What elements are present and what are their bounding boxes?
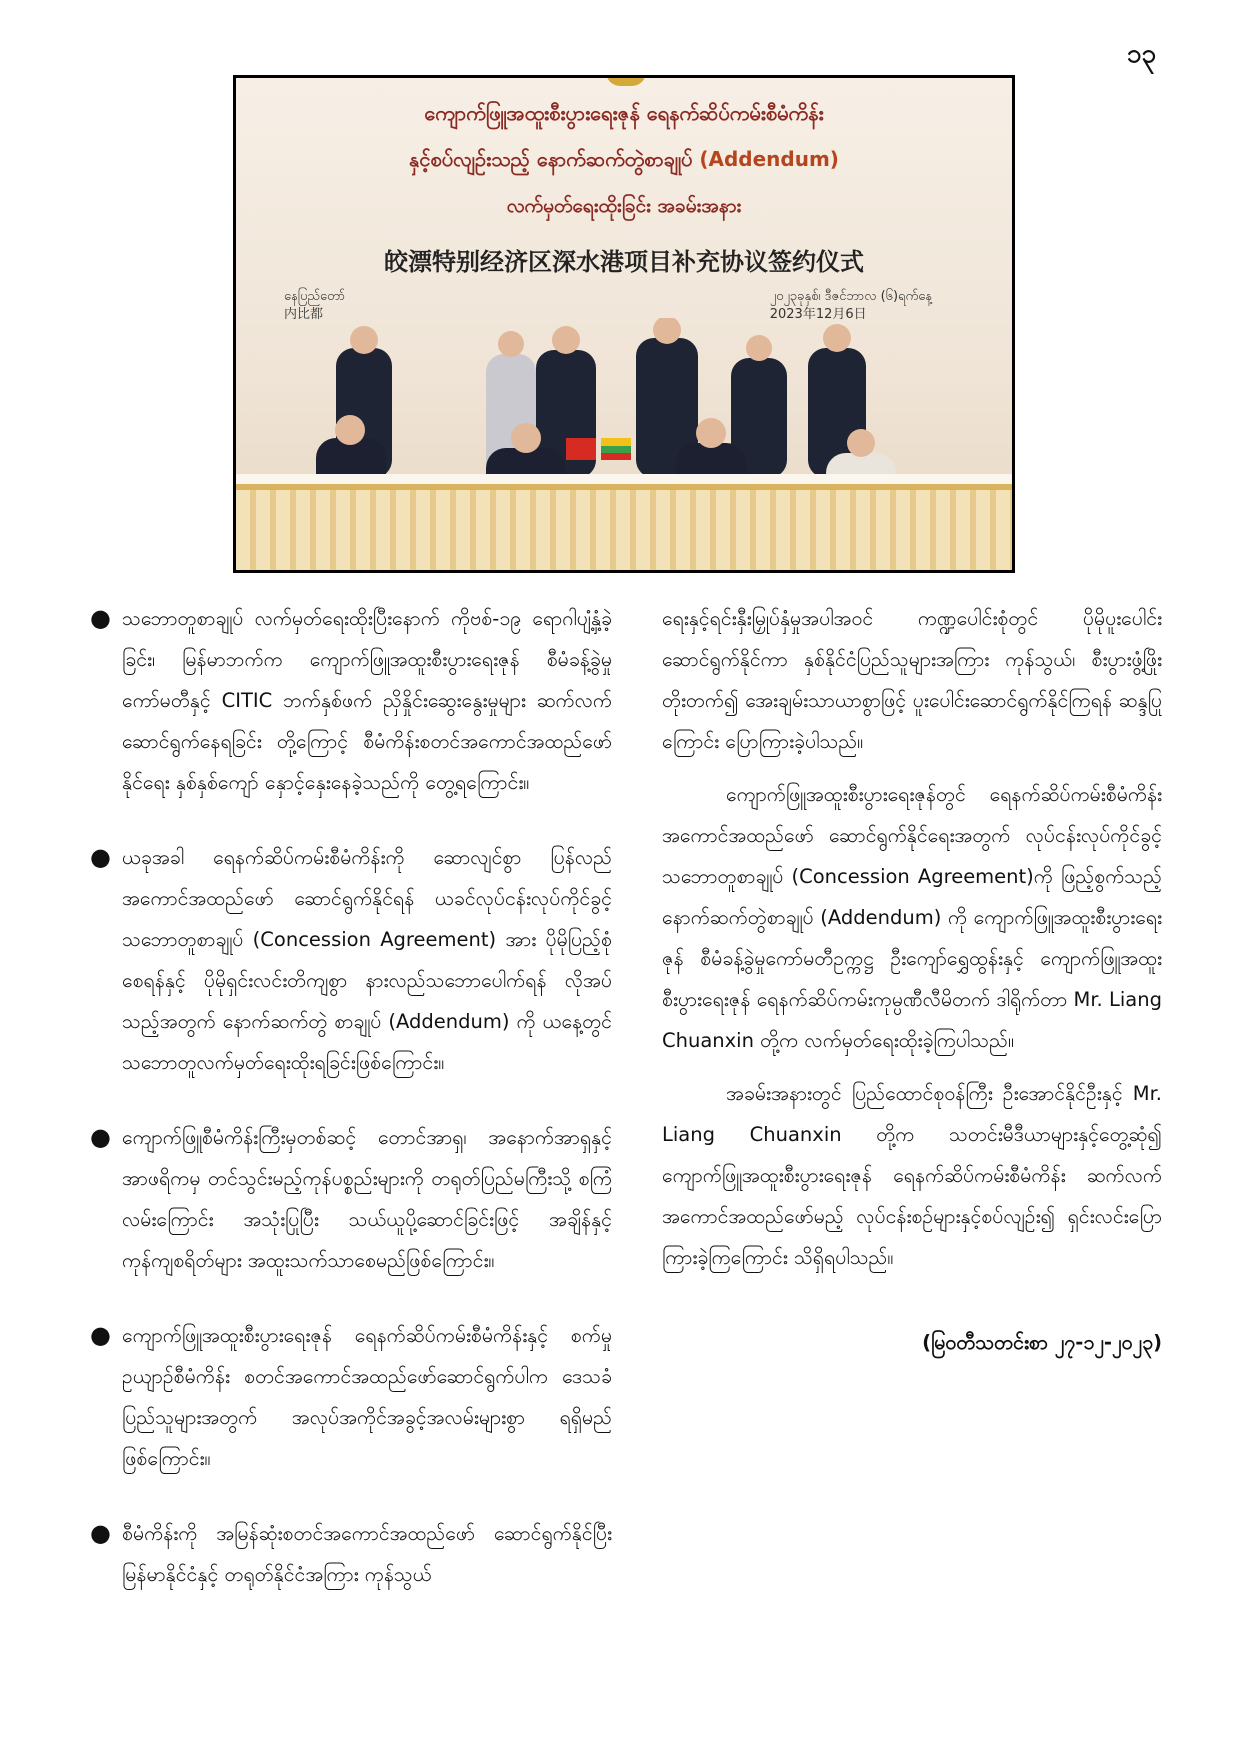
bullet-item — [90, 1513, 612, 1595]
banner-location-chinese: 内比都 — [284, 307, 324, 322]
banner-line-3: လက်မှတ်ရေးထိုးခြင်း အခမ်းအနား — [506, 195, 742, 217]
banner-line-1: ကျောက်ဖြူအထူးစီးပွားရေးဇုန် ရေနက်ဆိပ်ကမ်းစီမံကိန်း — [424, 101, 824, 125]
banner-location-burmese: နေပြည်တော် — [284, 289, 346, 304]
bullet-icon: ● — [90, 843, 111, 871]
bullet-icon: ● — [90, 604, 111, 632]
signing-ceremony-photo — [233, 75, 1015, 573]
banner-line-2 — [236, 146, 1012, 176]
news-source: (မြဝတီသတင်းစာ ၂၇-၁၂-၂၀၂၃) — [922, 1331, 1162, 1354]
banner-line-2-text: နှင့်စပ်လျဉ်းသည့် နောက်ဆက်တွဲစာချုပ် — [409, 147, 700, 171]
paragraph-addendum-signing: ကျောက်ဖြူအထူးစီးပွားရေးဇုန်တွင် ရေနက်ဆိပ်ကမ်းစီမံကိန်း အကောင်အထည်ဖော် ဆောင်ရွက်နိုင်ရေးအတွက် လုပ်ငန်းလုပ်ကိုင်ခွင့်သဘောတူစာချုပ် (Concession Agreement)ကို ဖြည့်စွက်သည့် နောက်ဆက်တွဲစာချုပ် (Addendum) ကို ကျောက်ဖြူအထူးစီးပွားရေးဇုန် စီမံခန့်ခွဲမှုကော်မတီဥက္ကဋ္ဌ ဦးကျော်ရွှေထွန်းနှင့် ကျောက်ဖြူအထူးစီးပွားရေးဇုန် ရေနက်ဆိပ်ကမ်းကုမ္ပဏီလီမိတက် ဒါရိုက်တာ Mr. Liang Chuanxin တို့က လက်မှတ်ရေးထိုးခဲ့ကြပါသည်။ — [662, 783, 1162, 1052]
bullet-text: စီမံကိန်းကို အမြန်ဆုံးစတင်အကောင်အထည်ဖော် ဆောင်ရွက်နိုင်ပြီး မြန်မာနိုင်ငံနှင့် တရုတ်နိုင်ငံအကြား ကုန်သွယ် — [122, 1522, 612, 1586]
bullet-item — [90, 837, 612, 1083]
bullet-icon: ● — [90, 1123, 111, 1151]
banner-addendum: (Addendum) — [699, 147, 839, 171]
left-column — [90, 598, 612, 1629]
bullet-text: ယခုအခါ ရေနက်ဆိပ်ကမ်းစီမံကိန်းကို ဆောလျင်စွာ ပြန်လည်အကောင်အထည်ဖော် ဆောင်ရွက်နိုင်ရန် ယခင်လုပ်ငန်းလုပ်ကိုင်ခွင့်သဘောတူစာချုပ် (Concession Agreement) အား ပိုမိုပြည့်စုံစေရန်နှင့် ပိုမိုရှင်းလင်းတိကျစွာ နားလည်သဘောပေါက်ရန် လိုအပ်သည့်အတွက် နောက်ဆက်တွဲ စာချုပ် (Addendum) ကို ယနေ့တွင် သဘောတူလက်မှတ်ရေးထိုးရခြင်းဖြစ်ကြောင်း။ — [122, 846, 612, 1074]
bullet-icon: ● — [90, 1519, 111, 1547]
bullet-icon: ● — [90, 1321, 111, 1349]
bullet-item — [90, 598, 612, 803]
table-drape — [236, 484, 1012, 570]
bullet-item — [90, 1315, 612, 1479]
banner-date-burmese: ၂၀၂၃ခုနှစ်၊ ဒီဇင်ဘာလ (၆)ရက်နေ့ — [769, 289, 932, 304]
bullet-text: ကျောက်ဖြူစီမံကိန်းကြီးမှတစ်ဆင့် တောင်အာရှ၊ အနောက်အာရှနှင့် အာဖရိကမှ တင်သွင်းမည့်ကုန်ပစ္စည်းများကို တရုတ်ပြည်မကြီးသို့ စကြံလမ်းကြောင်း အသုံးပြုပြီး သယ်ယူပို့ဆောင်ခြင်းဖြင့် အချိန်နှင့်ကုန်ကျစရိတ်များ အထူးသက်သာစေမည်ဖြစ်ကြောင်း။ — [122, 1126, 612, 1272]
banner-line-4-chinese: 皎漂特别经济区深水港项目补充协议签约仪式 — [384, 247, 864, 276]
bullet-text: ကျောက်ဖြူအထူးစီးပွားရေးဇုန် ရေနက်ဆိပ်ကမ်းစီမံကိန်းနှင့် စက်မှုဥယျာဉ်စီမံကိန်း စတင်အကောင်အထည်ဖော်ဆောင်ရွက်ပါက ဒေသခံပြည်သူများအတွက် အလုပ်အကိုင်အခွင့်အလမ်းများစွာ ရရှိမည်ဖြစ်ကြောင်း။ — [122, 1324, 612, 1470]
emblem-icon — [606, 75, 646, 86]
bullet-text: သဘောတူစာချုပ် လက်မှတ်ရေးထိုးပြီးနောက် ကိုဗစ်-၁၉ ရောဂါပျံ့နှံ့ခဲ့ခြင်း၊ မြန်မာဘက်က ကျောက်ဖြူအထူးစီးပွားရေးဇုန် စီမံခန့်ခွဲမှုကော်မတီနှင့် CITIC ဘက်နှစ်ဖက် ညှိနှိုင်းဆွေးနွေးမှုများ ဆက်လက်ဆောင်ရွက်နေရခြင်း တို့ကြောင့် စီမံကိန်းစတင်အကောင်အထည်ဖော်နိုင်ရေး နှစ်နှစ်ကျော် နှောင့်နှေးနေခဲ့သည်ကို တွေ့ရကြောင်း။ — [122, 607, 612, 794]
banner-date-chinese: 2023年12月6日 — [769, 307, 867, 322]
paragraph-press-meeting: အခမ်းအနားတွင် ပြည်ထောင်စုဝန်ကြီး ဦးအောင်နိုင်ဦးနှင့် Mr. Liang Chuanxin တို့က သတင်းမီဒီယာများနှင့်တွေ့ဆုံ၍ ကျောက်ဖြူအထူးစီးပွားရေးဇုန် ရေနက်ဆိပ်ကမ်းစီမံကိန်း ဆက်လက်အကောင်အထည်ဖော်မည့် လုပ်ငန်းစဉ်များနှင့်စပ်လျဉ်း၍ ရှင်းလင်းပြောကြားခဲ့ကြကြောင်း သိရှိရပါသည်။ — [662, 1082, 1162, 1269]
page-number: ၁၃ — [1126, 39, 1156, 69]
paragraph-continued: ရေးနှင့်ရင်းနှီးမြှုပ်နှံမှုအပါအဝင် ကဏ္ဍပေါင်းစုံတွင် ပိုမိုပူးပေါင်းဆောင်ရွက်နိုင်ကာ နှစ်နိုင်ငံပြည်သူများအကြား ကုန်သွယ်၊ စီးပွားဖွံ့ဖြိုးတိုးတက်၍ အေးချမ်းသာယာစွာဖြင့် ပူးပေါင်းဆောင်ရွက်နိုင်ကြရန် ဆန္ဒပြုကြောင်း ပြောကြားခဲ့ပါသည်။ — [662, 607, 1162, 753]
right-column — [662, 598, 1162, 1363]
bullet-item — [90, 1117, 612, 1281]
